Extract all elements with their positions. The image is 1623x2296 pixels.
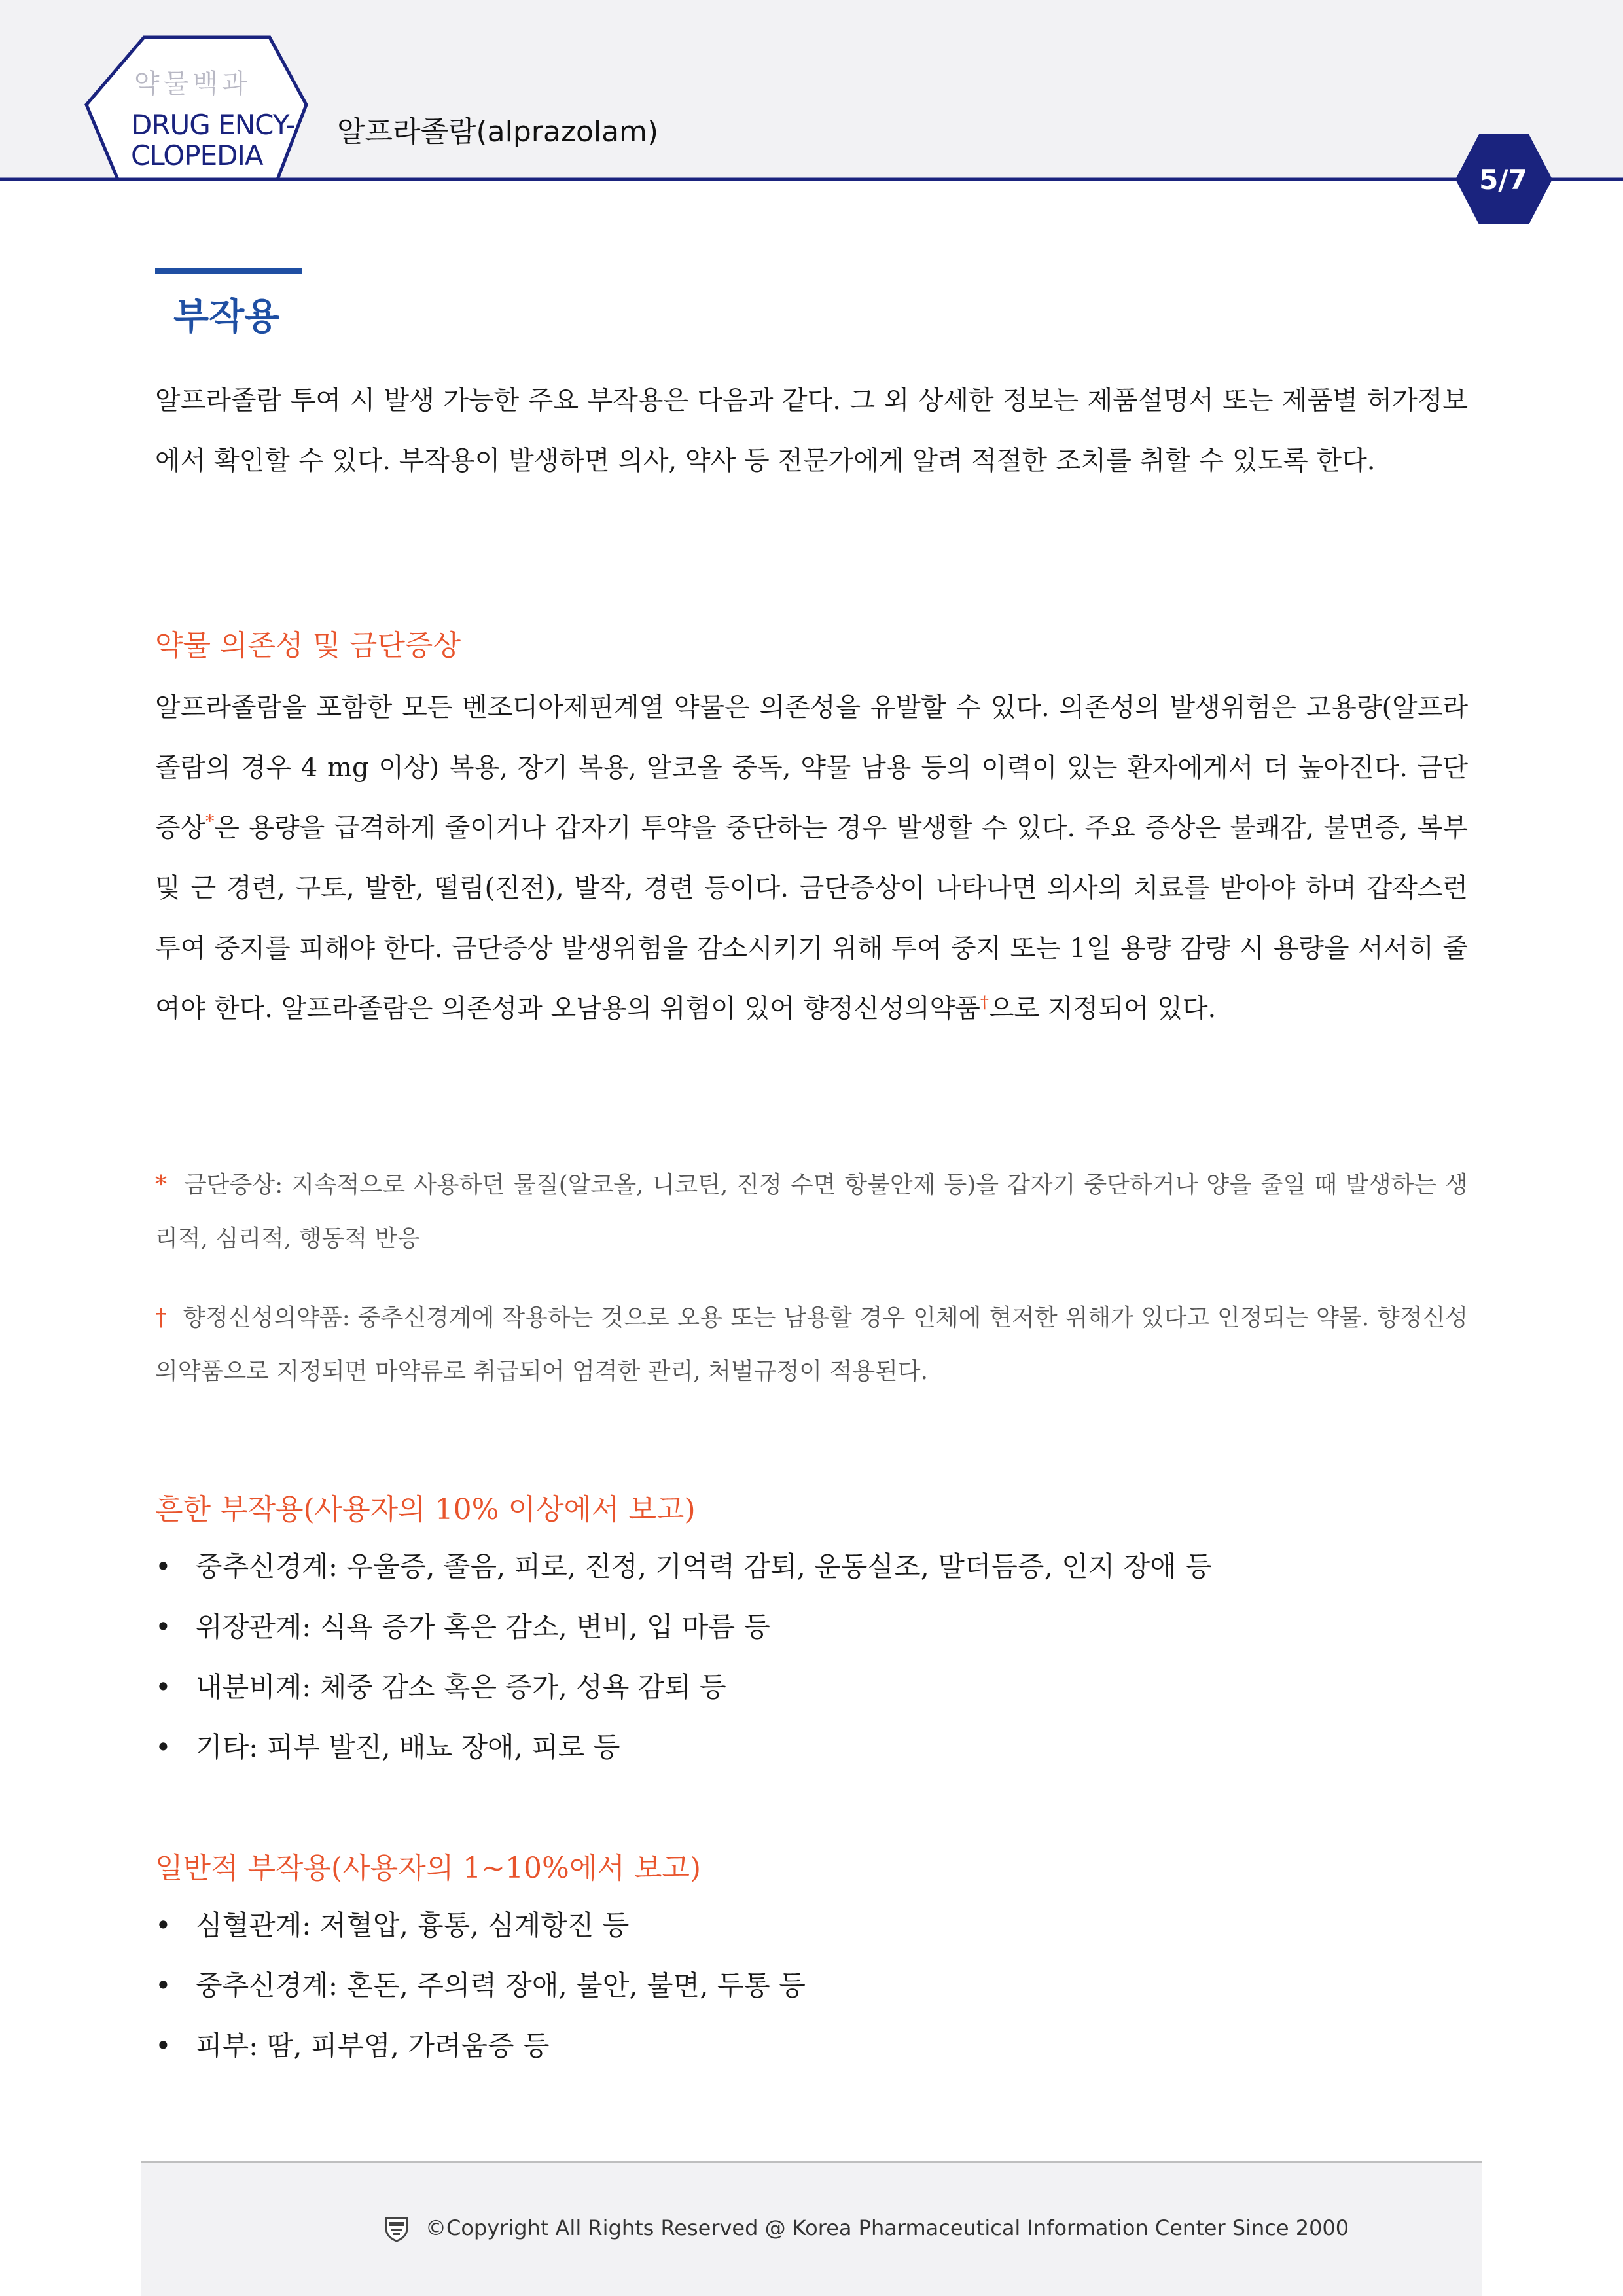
logo-korean: 약물백과 [134,69,251,99]
bullet-icon: • [155,1731,171,1763]
section-title: 부작용 [173,296,280,338]
list-item: • 중추신경계: 우울증, 졸음, 피로, 진정, 기억력 감퇴, 운동실조, 말더듬증, 인지 장애 등 [155,1537,1468,1597]
logo-english-line1: DRUG ENCY- [131,109,295,141]
general-effects-list [155,1895,1468,2076]
page-number: 5/7 [1479,164,1527,196]
dependence-text-1: 알프라졸람을 포함한 모든 벤조디아제핀계열 약물은 의존성을 유발할 수 있다. 의존성의 발생위험은 고용량(알프라졸람의 경우 4 mg 이상) 복용, 장기 복용, 알코올 중독, 약물 남용 등의 이력이 있는 환자에게서 더 높아진다. 금단증상 [155,692,1468,843]
footnote-mark-asterisk: * [205,812,215,832]
dependence-heading: 약물 의존성 및 금단증상 [155,629,461,662]
logo-english-line2: CLOPEDIA [131,139,263,171]
dependence-text-2: 은 용량을 급격하게 줄이거나 갑자기 투약을 중단하는 경우 발생할 수 있다. 주요 증상은 불쾌감, 불면증, 복부 및 근 경련, 구토, 발한, 떨림(진전), 발작, 경련 등이다. 금단증상이 나타나면 의사의 치료를 받아야 하며 갑작스런 투여 중지를 피해야 한다. 금단증상 발생위험을 감소시키기 위해 투여 중지 또는 1일 용량 감량 시 용량을 서서히 줄여야 한다. 알프라졸람은 의존성과 오남용의 위험이 있어 향정신성의약품 [155,813,1468,1024]
footnote-psychotropic [155,1291,1468,1399]
list-item: • 위장관계: 식욕 증가 혹은 감소, 변비, 입 마름 등 [155,1597,1468,1657]
bullet-icon: • [155,1671,171,1703]
bullet-icon: • [155,1551,171,1583]
dependence-text-3: 으로 지정되어 있다. [988,994,1217,1024]
bullet-icon: • [155,1611,171,1643]
general-effects-heading: 일반적 부작용(사용자의 1~10%에서 보고) [155,1852,702,1885]
bullet-icon: • [155,2030,171,2062]
footnote-text: 금단증상: 지속적으로 사용하던 물질(알코올, 니코틴, 진정 수면 항불안제 등)을 갑자기 중단하거나 양을 줄일 때 발생하는 생리적, 심리적, 행동적 반응 [155,1172,1468,1252]
bullet-icon: • [155,1909,171,1941]
footnote-mark: * [155,1172,167,1198]
shield-logo-icon [382,2214,411,2243]
common-effects-heading: 흔한 부작용(사용자의 10% 이상에서 보고) [155,1493,696,1526]
document-title: 알프라졸람(alprazolam) [337,115,659,149]
intro-paragraph: 알프라졸람 투여 시 발생 가능한 주요 부작용은 다음과 같다. 그 외 상세한 정보는 제품설명서 또는 제품별 허가정보에서 확인할 수 있다. 부작용이 발생하면 의사, 약사 등 전문가에게 알려 적절한 조치를 취할 수 있도록 한다. [155,386,1468,476]
common-effects-list [155,1537,1468,1778]
section-rule [155,268,302,274]
footnote-withdrawal [155,1158,1468,1266]
list-item: • 기타: 피부 발진, 배뇨 장애, 피로 등 [155,1717,1468,1778]
list-item: • 심혈관계: 저혈압, 흉통, 심계항진 등 [155,1895,1468,1956]
bullet-icon: • [155,1969,171,2001]
footnote-mark-dagger: † [980,992,989,1013]
list-item: • 피부: 땀, 피부염, 가려움증 등 [155,2016,1468,2076]
footnote-mark: † [155,1304,168,1331]
copyright-text: ©Copyright All Rights Reserved @ Korea Pharmaceutical Information Center Since 2000 [425,2215,1349,2240]
list-item: • 내분비계: 체중 감소 혹은 증가, 성욕 감퇴 등 [155,1657,1468,1717]
list-item: • 중추신경계: 혼돈, 주의력 장애, 불안, 불면, 두통 등 [155,1956,1468,2016]
dependence-paragraph [155,677,1468,1039]
footnote-text: 향정신성의약품: 중추신경계에 작용하는 것으로 오용 또는 남용할 경우 인체에 현저한 위해가 있다고 인정되는 약물. 향정신성의약품으로 지정되면 마약류로 취급되어 엄격한 관리, 처벌규정이 적용된다. [155,1304,1469,1385]
